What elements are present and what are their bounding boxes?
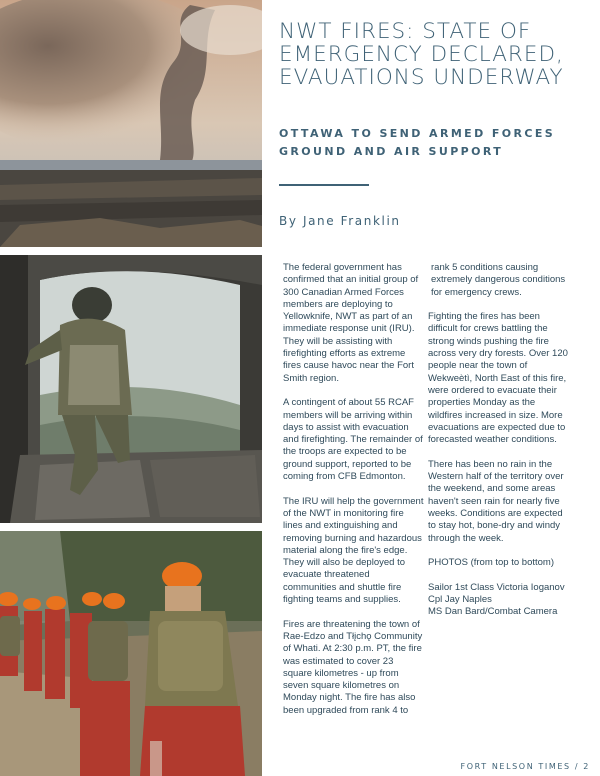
credit-line: Cpl Jay Naples xyxy=(428,594,492,606)
credit-line: Sailor 1st Class Victoria Ioganov xyxy=(428,581,565,593)
credit-line: MS Dan Bard/Combat Camera xyxy=(428,606,558,618)
page-footer: FORT NELSON TIMES / 2 xyxy=(460,762,590,771)
paragraph: rank 5 conditions causing extremely dangerous conditions for emergency crews. xyxy=(431,262,566,298)
byline: By Jane Franklin xyxy=(279,214,401,228)
paragraph: Fires are threatening the town of Rae-Edzo and Tłįchǫ Community of Whati. At 2:30 p.m. PT, the fire was estimated to cover 23 square kilometres - up from seven square kilometres on Monday night. The fire has also been upgraded from rank 4 to xyxy=(283,618,423,716)
paragraph: A contingent of about 55 RCAF members will be arriving within days to assist with evacuation and firefighting. The remainder of the troops are expected to be ground support, reported to be coming from CFB Edmonton. xyxy=(283,397,423,483)
divider-rule xyxy=(279,184,369,186)
headline: NWT FIRES: STATE OF EMERGENCY DECLARED, EVAUATIONS UNDERWAY xyxy=(279,19,564,90)
photo-soldier-aircraft-ramp xyxy=(0,255,262,523)
body-column-1 xyxy=(283,262,425,729)
body-column-2 xyxy=(428,262,570,619)
paragraph: Fighting the fires has been difficult for crews battling the strong winds pushing the fire across very dry forests. Over 120 people near the town of Wekweètì, North East of this fire, were ordered to evacuate their properties Monday as the wildfires increased in size. More evacuations are expected due to forecasted weather conditions. xyxy=(428,311,568,446)
photo-firefighters-walking xyxy=(0,531,262,776)
subheadline: OTTAWA TO SEND ARMED FORCES GROUND AND AIR SUPPORT xyxy=(279,127,556,158)
photo-credits-heading: PHOTOS (from top to bottom) xyxy=(428,557,555,569)
paragraph: The federal government has confirmed that an initial group of 300 Canadian Armed Forces members are deploying to Yellowknife, NWT as part of an immediate response unit (IRU). They will be assisting with firefighting efforts as extreme fires cause havoc near the Fort Smith region. xyxy=(283,262,419,384)
paragraph: The IRU will help the government of the NWT in monitoring fire lines and extinguishing and removing burning and hazardous material along the fire's edge. They will also be deployed to evacuate threatened communities and shuttle fire fighting teams and supplies. xyxy=(283,495,424,606)
photo-credits xyxy=(428,582,570,619)
paragraph: There has been no rain in the Western half of the territory over the weekend, and some areas haven't seen rain for nearly five weeks. Conditions are expected to stay hot, bone-dry and windy through the week. xyxy=(428,458,564,544)
photo-wildfire-smoke xyxy=(0,0,262,247)
